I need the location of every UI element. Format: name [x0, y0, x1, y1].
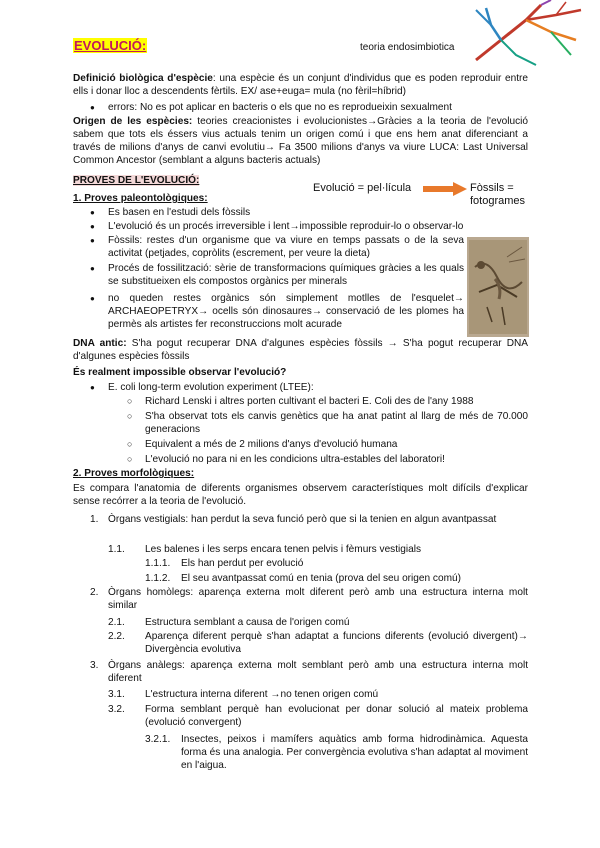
- paleo-item-3: ● Fòssils: restes d'un organisme que va viure en temps passats o de la seva activitat (petjades, copròlits (escrement, per veure la dieta): [108, 234, 464, 260]
- page-title: EVOLUCIÓ:: [74, 38, 147, 53]
- origin-label: Origen de les espècies:: [73, 116, 193, 127]
- observe-sub-1: ○ Richard Lenski i altres porten cultivant el bacteri E. Coli des de l'any 1988: [145, 395, 528, 408]
- archaeopteryx-fossil-image: [467, 237, 529, 337]
- origin-text: teories creacionistes i evolucionistes→Gràcies a la teoria de l'evolució sabem que tots els éssers vius actuals tenim un origen comú i que ens hem anat diferenciant a través de milions d'anys de canvi evolutiu→ Fa 3500 milions d'anys va viure LUCA: Last Universal Common Ancestor (semblant a alguns bacteris actuals): [73, 116, 528, 166]
- morpho-item-3-2-1: Insectes, peixos i mamífers aquàtics amb forma hidrodinàmica. Aquesta forma és una analogia. Per convergència evolutiva s'han adaptat al moviment en l'aigua.: [181, 734, 529, 771]
- morpho-item-2-2: Aparença diferent perquè s'han adaptat a funcions diferents (evolució divergent)→ Divergència evolutiva: [145, 631, 528, 655]
- banner-right-text: Fòssils = fotogrames: [470, 182, 526, 207]
- morpho-item-1: Òrgans vestigials: han perdut la seva funció però que si la tenien en algun avantpassat: [108, 514, 497, 525]
- morpho-item-3-1: L'estructura interna diferent →no tenen origen comú: [145, 689, 379, 700]
- observe-sub-3: ○ Equivalent a més de 2 milions d'anys d'evolució humana: [145, 438, 528, 451]
- morpho-num-1: 1.: [90, 514, 99, 525]
- dna-text: S'ha pogut recuperar DNA d'algunes espècies fòssils → S'ha pogut recuperar DNA d'algunes espècies fòssils: [73, 338, 529, 362]
- morpho-num-1-1: 1.1.: [108, 544, 125, 555]
- morpho-item-1-1-2: El seu avantpassat comú en tenia (prova del seu origen comú): [181, 573, 461, 584]
- banner-left-text: Evolució = pel·lícula: [313, 182, 412, 194]
- morpho-num-2-2: 2.2.: [108, 631, 125, 642]
- morpho-item-3: Òrgans anàlegs: aparença externa molt semblant però amb una estructura interna molt diferent: [108, 660, 528, 684]
- morpho-num-2: 2.: [90, 587, 99, 598]
- observe-heading: És realment impossible observar l'evolució?: [73, 367, 287, 378]
- morpho-num-3: 3.: [90, 660, 99, 671]
- morpho-item-1-1-1: Els han perdut per evolució: [181, 558, 304, 569]
- paleo-item-2: ● L'evolució és un procés irreversible i lent→impossible reproduir-lo o observar-lo: [108, 220, 528, 233]
- paleo-heading: 1. Proves paleontològiques:: [73, 193, 208, 204]
- observe-sub-2: ○ S'ha observat tots els canvis genètics que ha anat patint al llarg de més de 70.000 generacions: [145, 410, 528, 436]
- paleo-item-4: ● Procés de fossilització: sèrie de transformacions químiques gràcies a les quals se substitueixen els compostos orgànics per minerals: [108, 262, 464, 288]
- definition-paragraph: [73, 72, 528, 98]
- morpho-num-3-2: 3.2.: [108, 704, 125, 715]
- observe-bullet: ● E. coli long-term evolution experiment (LTEE):: [108, 381, 528, 394]
- morpho-num-1-1-2: 1.1.2.: [145, 573, 171, 584]
- morpho-item-1-1: Les balenes i les serps encara tenen pelvis i fèmurs vestigials: [145, 544, 422, 555]
- proofs-heading: PROVES DE L'EVOLUCIÓ:: [73, 175, 200, 186]
- definition-text: : una espècie és un conjunt d'individus que es poden reproduir entre ells i donar lloc a descendents fèrtils. EX/ ase+euga= mula (no fèril=híbrid): [73, 73, 528, 97]
- page-subtitle: teoria endosimbiotica: [360, 42, 455, 53]
- film-banner: [313, 179, 535, 207]
- morpho-num-2-1: 2.1.: [108, 617, 125, 628]
- dna-paragraph: [73, 337, 528, 363]
- dna-label: DNA antic:: [73, 338, 127, 349]
- morpho-intro: Es compara l'anatomia de diferents organismes observem característiques molt difícils d'explicar sense recórrer a la teoria de l'evolució.: [73, 483, 528, 507]
- paleo-item-5: ● no queden restes orgànics són simplement motlles de l'esquelet→ ARCHAEOPETRYX→ ocells són dinosaures→ conservació de les plomes ha permès als artistes fer reconstruccions molt acurade: [108, 292, 464, 331]
- definition-label: Definició biològica d'espècie: [73, 73, 213, 84]
- arrow-right-icon: [423, 182, 467, 196]
- definition-error-bullet: ● errors: No es pot aplicar en bacteris o els que no es reprodueixin sexualment: [108, 101, 528, 114]
- morpho-num-3-2-1: 3.2.1.: [145, 734, 171, 745]
- morpho-num-3-1: 3.1.: [108, 689, 125, 700]
- paleo-item-1: ● Es basen en l'estudi dels fòssils: [108, 206, 528, 219]
- origin-paragraph: [73, 115, 528, 167]
- observe-sub-4: ○ L'evolució no para ni en les condicions ultra-estables del laboratori!: [145, 453, 528, 466]
- morpho-heading: 2. Proves morfològiques:: [73, 468, 195, 479]
- morpho-num-1-1-1: 1.1.1.: [145, 558, 171, 569]
- morpho-item-3-2: Forma semblant perquè han evolucionat per donar solució al mateix problema (evolució convergent): [145, 704, 528, 728]
- phylogenetic-tree-image: [456, 0, 586, 70]
- morpho-item-2: Òrgans homòlegs: aparença externa molt diferent però amb una estructura interna molt similar: [108, 587, 528, 611]
- morpho-item-2-1: Estructura semblant a causa de l'origen comú: [145, 617, 350, 628]
